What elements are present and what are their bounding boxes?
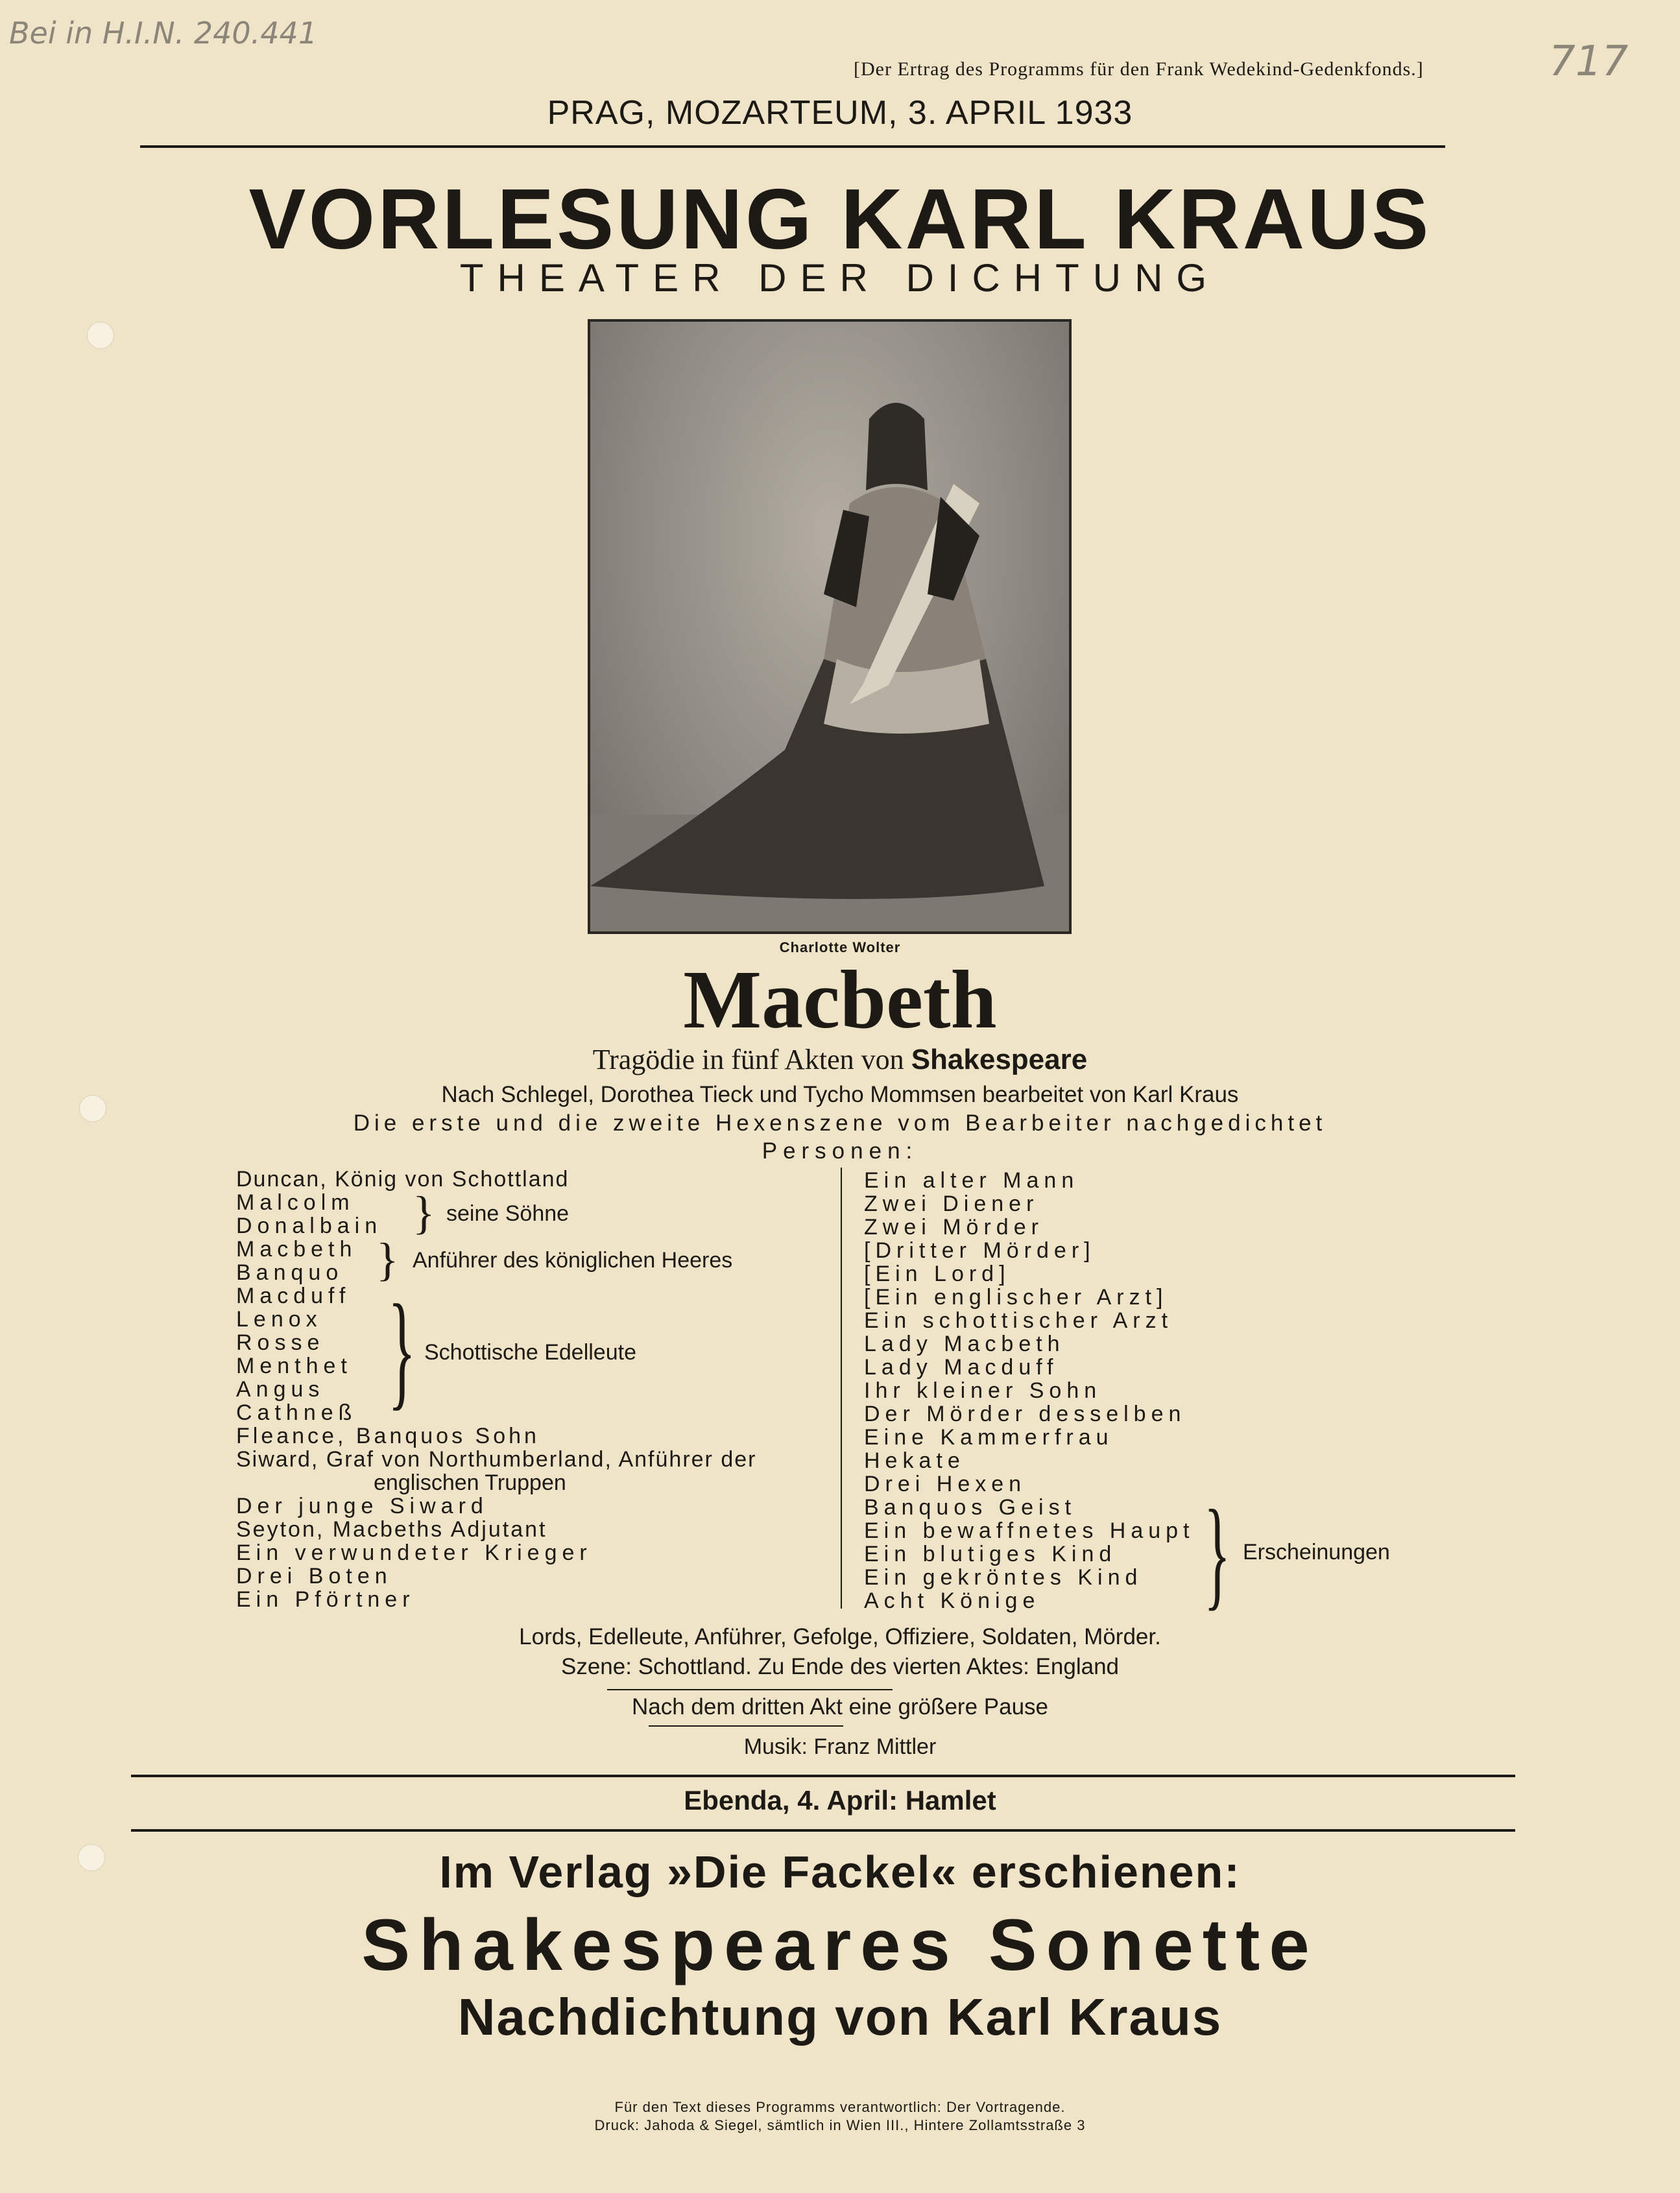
music-line: Musik: Franz Mittler: [743, 1734, 937, 1759]
brace-icon: }: [376, 1234, 399, 1286]
personen-label: Personen:: [762, 1138, 918, 1164]
cast-entry: Der Mörder desselben: [864, 1402, 1186, 1426]
cast-entry: Ein Pförtner: [236, 1587, 415, 1612]
cast-entry: Macbeth: [236, 1237, 357, 1262]
group-label-apparitions: Erscheinungen: [1243, 1540, 1390, 1564]
column-divider: [841, 1168, 842, 1609]
short-rule: [649, 1725, 843, 1727]
actress-figure-illustration: [590, 322, 1069, 931]
cast-entry: Lenox: [236, 1307, 322, 1332]
brace-icon: }: [413, 1187, 435, 1239]
cast-entry: Lady Macduff: [864, 1355, 1059, 1380]
handwritten-reference: Bei in H.I.N. 240.441: [9, 16, 318, 51]
cast-entry: Eine Kammerfrau: [864, 1425, 1114, 1450]
punch-hole: [87, 322, 114, 349]
cast-entry: Rosse: [236, 1330, 325, 1355]
cast-entry: Ein gekröntes Kind: [864, 1565, 1143, 1590]
cast-entry: [Dritter Mörder]: [864, 1238, 1096, 1263]
cast-entry: Cathneß: [236, 1400, 357, 1425]
cast-entry: englischen Truppen: [374, 1470, 566, 1495]
cast-entry: Macduff: [236, 1284, 351, 1308]
cast-entry: Ein verwundeter Krieger: [236, 1540, 592, 1565]
group-label-leaders: Anführer des königlichen Heeres: [413, 1248, 733, 1273]
place-date: PRAG, MOZARTEUM, 3. APRIL 1933: [547, 94, 1133, 132]
cast-entry: Angus: [236, 1377, 325, 1402]
cast-entry: [Ein englischer Arzt]: [864, 1285, 1168, 1310]
cast-entry: Duncan, König von Schottland: [236, 1167, 570, 1192]
subtitle-prefix: Tragödie in fünf Akten von: [592, 1044, 911, 1075]
cast-entry: Ein blutiges Kind: [864, 1542, 1117, 1566]
advert-line-1: Im Verlag »Die Fackel« erschienen:: [439, 1847, 1241, 1897]
subtitle: THEATER DER DICHTUNG: [459, 256, 1221, 300]
cast-entry: Siward, Graf von Northumberland, Anführer der: [236, 1447, 757, 1472]
play-subtitle: [0, 1043, 1680, 1076]
header-rule: [140, 145, 1445, 148]
cast-entry: Menthet: [236, 1354, 352, 1378]
cast-entry: Banquos Geist: [864, 1495, 1077, 1520]
cast-entry: Seyton, Macbeths Adjutant: [236, 1517, 547, 1542]
cast-entry: Ihr kleiner Sohn: [864, 1378, 1102, 1403]
cast-entry: Lady Macbeth: [864, 1332, 1065, 1356]
main-title: VORLESUNG KARL KRAUS: [248, 171, 1432, 267]
brace-icon: }: [1204, 1485, 1231, 1622]
adaptation-note: Nach Schlegel, Dorothea Tieck und Tycho Mommsen bearbeitet von Karl Kraus: [441, 1082, 1239, 1107]
play-title: Macbeth: [683, 953, 997, 1046]
photo-caption: Charlotte Wolter: [779, 939, 901, 955]
cast-entry: Drei Hexen: [864, 1472, 1027, 1496]
next-show: Ebenda, 4. April: Hamlet: [684, 1785, 996, 1816]
section-rule: [131, 1775, 1515, 1777]
scene-line: Szene: Schottland. Zu Ende des vierten Aktes: England: [561, 1654, 1119, 1679]
cast-entry: Ein alter Mann: [864, 1168, 1079, 1193]
cast-entry: Der junge Siward: [236, 1494, 488, 1518]
proceeds-note: [Der Ertrag des Programms für den Frank Wedekind-Gedenkfonds.]: [854, 58, 1424, 80]
group-label-nobles: Schottische Edelleute: [424, 1340, 636, 1365]
cast-entry: Zwei Diener: [864, 1192, 1039, 1216]
imprint-line-1: Für den Text dieses Programms verantwortlich: Der Vortragende.: [614, 2099, 1066, 2115]
imprint-line-2: Druck: Jahoda & Siegel, sämtlich in Wien III., Hintere Zollamtsstraße 3: [594, 2117, 1086, 2133]
cast-entry: Hekate: [864, 1448, 965, 1473]
cast-entry: Donalbain: [236, 1214, 383, 1238]
cast-entry: [Ein Lord]: [864, 1262, 1011, 1286]
handwritten-number: 717: [1549, 38, 1629, 86]
pause-line: Nach dem dritten Akt eine größere Pause: [631, 1694, 1048, 1720]
section-rule: [131, 1829, 1515, 1832]
cast-entry: Ein schottischer Arzt: [864, 1308, 1173, 1333]
witches-note: Die erste und die zweite Hexenszene vom Bearbeiter nachgedichtet: [353, 1110, 1327, 1136]
cast-entry: Drei Boten: [236, 1564, 392, 1588]
advert-line-2: Shakespeares Sonette: [361, 1904, 1319, 1985]
advert-line-3: Nachdichtung von Karl Kraus: [457, 1988, 1223, 2046]
cast-list-left: [236, 1168, 756, 1611]
cast-entry: Zwei Mörder: [864, 1215, 1044, 1240]
cast-entry: Malcolm: [236, 1190, 355, 1215]
cast-entry: Ein bewaffnetes Haupt: [864, 1518, 1195, 1543]
group-label-sons: seine Söhne: [446, 1201, 570, 1226]
short-rule: [607, 1689, 893, 1690]
extras-line: Lords, Edelleute, Anführer, Gefolge, Offiziere, Soldaten, Mörder.: [519, 1624, 1161, 1649]
brace-icon: }: [388, 1278, 416, 1422]
portrait-photo: [588, 319, 1072, 934]
cast-list-right: [864, 1169, 1195, 1612]
cast-entry: Banquo: [236, 1260, 344, 1285]
cast-entry: Fleance, Banquos Sohn: [236, 1424, 540, 1448]
cast-entry: Acht Könige: [864, 1588, 1040, 1613]
author-name: Shakespeare: [911, 1044, 1088, 1075]
